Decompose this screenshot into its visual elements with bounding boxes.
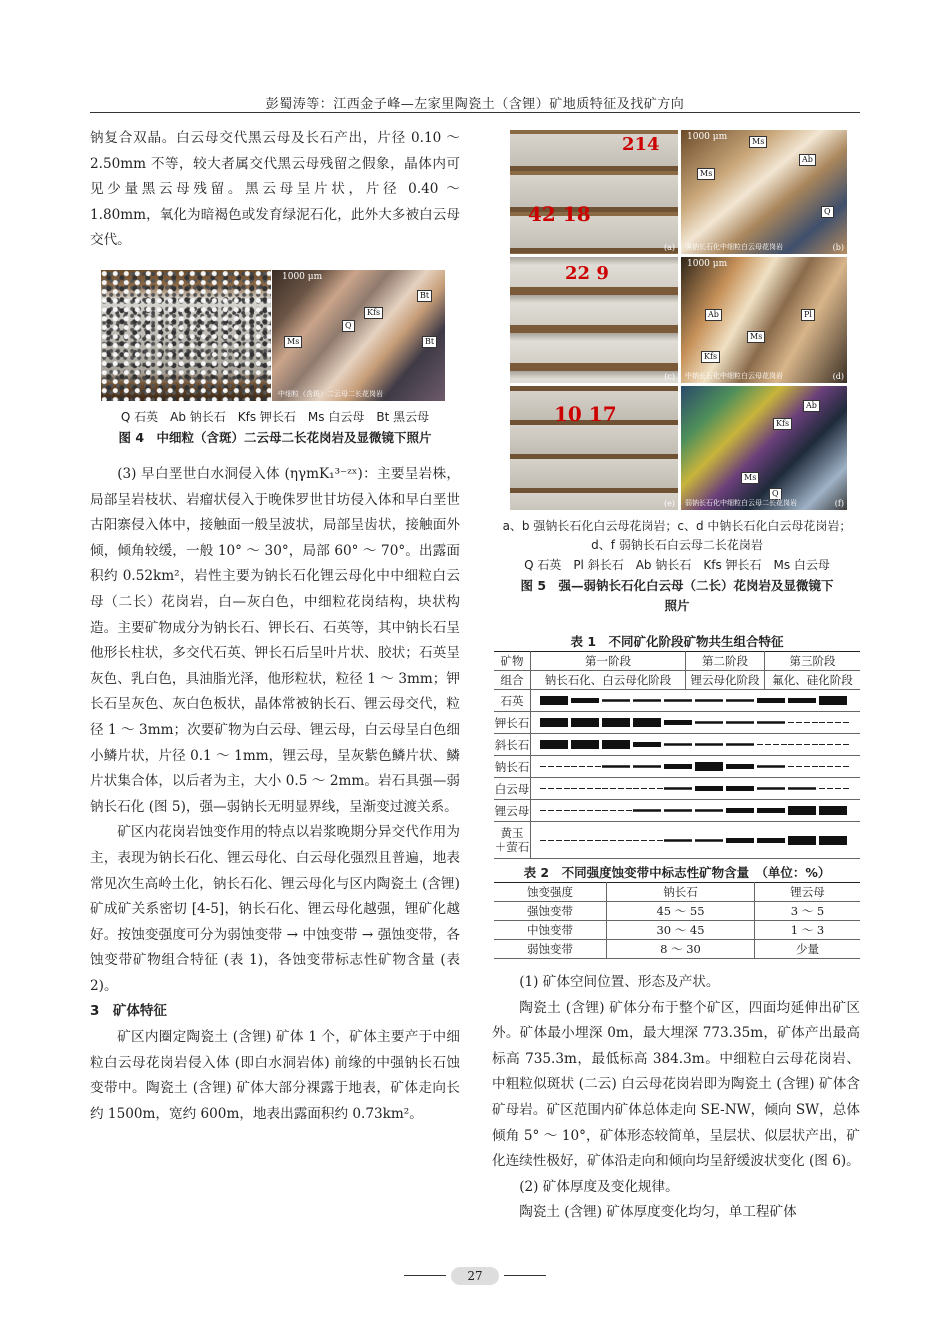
fig5-d-label-2: Pl xyxy=(801,309,815,321)
table1-dash xyxy=(618,810,624,811)
left-column-lower xyxy=(90,462,460,1127)
table1-intensity-bar xyxy=(536,690,856,708)
table2-cell: 8 ～ 30 xyxy=(607,940,755,959)
table1-mineral-name: 钠长石 xyxy=(494,756,531,778)
fig5-panel-e: (e) xyxy=(664,499,675,508)
table1-dash xyxy=(587,840,593,841)
table1-segment xyxy=(633,718,661,727)
fig5-scale-b: 1000 μm xyxy=(687,132,728,142)
table1-dash xyxy=(812,744,818,745)
table1-segment xyxy=(633,699,661,702)
table1-segment xyxy=(602,740,630,749)
table1-dash xyxy=(657,840,663,841)
table2-head-2: 钠长石 xyxy=(607,883,755,902)
table1-dash xyxy=(564,788,570,789)
table1-segment xyxy=(664,720,692,725)
table1-dash xyxy=(571,788,577,789)
table1-segment xyxy=(695,786,723,791)
table1-segment xyxy=(571,718,599,727)
section-heading-3: 3 矿体特征 xyxy=(90,1003,167,1020)
fig5-core-number-c: 22 9 xyxy=(565,263,609,284)
table2-head-1: 蚀变强度 xyxy=(494,883,607,902)
table1-dash xyxy=(835,722,841,723)
fig5-micrograph-b xyxy=(681,130,847,254)
table1-dash xyxy=(819,722,825,723)
table1-stage1: 第一阶段 xyxy=(531,652,686,671)
table1-dash xyxy=(804,744,810,745)
fig5-b-label-4: Q xyxy=(821,206,834,218)
table1-dash xyxy=(626,810,632,811)
fig4-label-bt-2: Bt xyxy=(422,336,437,348)
fig5-micrograph-d xyxy=(681,257,847,383)
fig5-d-label-4: Kfs xyxy=(701,351,720,363)
table1-dash xyxy=(571,810,577,811)
fig5-d-label-1: Ab xyxy=(705,309,722,321)
table1-dash xyxy=(556,840,562,841)
table1-segment xyxy=(757,698,785,703)
table1-segment xyxy=(757,765,785,768)
table1-dash xyxy=(819,744,825,745)
table1-segment xyxy=(602,765,630,768)
table1-segment xyxy=(695,762,723,771)
table1-segment xyxy=(726,764,754,769)
table1-segment xyxy=(819,836,847,845)
table1-intensity-bar xyxy=(536,712,856,730)
table1 xyxy=(494,651,860,859)
table1-dash xyxy=(781,744,787,745)
fig4-title: 图 4 中细粒（含斑）二云母二长花岗岩及显微镜下照片 xyxy=(118,430,432,445)
table1-dash xyxy=(633,788,639,789)
table1-dash xyxy=(633,840,639,841)
table1-dash xyxy=(548,766,554,767)
fig5-micrograph-f xyxy=(681,386,847,510)
table2-head-3: 锂云母 xyxy=(754,883,860,902)
table1-segment xyxy=(819,806,847,815)
table1-segment xyxy=(571,698,599,703)
footer-rule-left xyxy=(404,1275,446,1276)
table1-mineral-name: 黄玉 ＋萤石 xyxy=(494,822,531,859)
table1-dash xyxy=(602,788,608,789)
table1-dash xyxy=(796,766,802,767)
fig5-panel-d: (d) xyxy=(832,372,844,381)
fig5-legend-1: a、b 强钠长石化白云母花岗岩；c、d 中钠长石化白云母花岗岩； xyxy=(502,519,852,533)
fig5-b-caption: 强钠长石化中细粒白云母花岗岩 xyxy=(685,243,783,251)
table1-segment xyxy=(633,765,661,768)
left-column xyxy=(90,126,460,254)
table2 xyxy=(494,882,860,959)
table1-dash xyxy=(657,788,663,789)
table1-segment xyxy=(788,806,816,815)
table1-intensity-cell xyxy=(531,734,861,756)
table2-cell: 中蚀变带 xyxy=(494,921,607,940)
running-header: 彭蜀涛等：江西金子峰—左家里陶瓷土（含锂）矿地质特征及找矿方向 xyxy=(265,97,685,112)
table1-dash xyxy=(540,840,546,841)
table1-segment xyxy=(695,743,723,746)
table1-dash xyxy=(827,766,833,767)
table1-row xyxy=(494,822,860,859)
table1-segment xyxy=(695,809,723,812)
table1-dash xyxy=(804,766,810,767)
table1-segment xyxy=(726,699,754,702)
table1-dash xyxy=(626,788,632,789)
fig5-panel-c: (c) xyxy=(664,372,675,381)
table1-dash xyxy=(610,810,616,811)
table1-dash xyxy=(610,788,616,789)
table1-segment xyxy=(695,699,723,702)
table1-dash xyxy=(548,810,554,811)
table1-segment xyxy=(788,836,816,845)
fig4-label-bt: Bt xyxy=(417,290,432,302)
fig5-b-label-1: Ms xyxy=(749,136,767,148)
table1-segment xyxy=(819,696,847,705)
fig5-panel-b: (b) xyxy=(832,243,844,252)
table1-mineral-name: 钾长石 xyxy=(494,712,531,734)
right-paragraph-2: 陶瓷土 (含锂) 矿体分布于整个矿区，四面均延伸出矿区外。矿体最小埋深 0m，最大埋深 773.35m，矿体产出最高标高 735.3m，最低标高 384.3m。中细粒白云母花岗岩、中粗粒似斑状 (二云) 白云母花岗岩即为陶瓷土 (含锂) 矿体含矿母岩。矿区范围内矿体总体走向 SE-NW，倾向 SW，总体倾角 5° ～ 10°，矿体形态较简单，呈层状、似层状产出，矿化连续性极好，矿体沿走向和倾向均呈舒缓波状变化 (图 6)。 xyxy=(492,999,860,1170)
table1-dash xyxy=(579,788,585,789)
table2-cell: 45 ～ 55 xyxy=(607,902,755,921)
fig5-legend-3: Q 石英 Pl 斜长石 Ab 钠长石 Kfs 钾长石 Ms 白云母 xyxy=(524,558,830,572)
table1-dash xyxy=(827,744,833,745)
table1-mineral-name: 石英 xyxy=(494,690,531,712)
fig5-f-label-1: Ab xyxy=(803,400,820,412)
table2-cell: 强蚀变带 xyxy=(494,902,607,921)
fig5-core-number-e: 10 17 xyxy=(554,402,617,426)
table1-segment xyxy=(540,696,568,705)
table1-intensity-bar xyxy=(536,778,856,796)
table1-dash xyxy=(804,722,810,723)
right-paragraph-1: (1) 矿体空间位置、形态及产状。 xyxy=(519,974,720,990)
table1-mineral-name: 锂云母 xyxy=(494,800,531,822)
table1-dash xyxy=(796,744,802,745)
table1-head-col1-a: 矿物 xyxy=(494,652,531,671)
table1-segment xyxy=(633,742,661,747)
table1-dash xyxy=(556,766,562,767)
table1-dash xyxy=(765,744,771,745)
table1-dash xyxy=(587,788,593,789)
table1-dash xyxy=(579,766,585,767)
fig4-label-q: Q xyxy=(342,320,355,332)
table1-intensity-bar xyxy=(536,830,856,848)
table1-row xyxy=(494,778,860,800)
table1-segment xyxy=(540,718,568,727)
table1-row xyxy=(494,712,860,734)
page-number: 27 xyxy=(451,1267,499,1285)
left-paragraph-4: 矿区内圈定陶瓷土 (含锂) 矿体 1 个，矿体主要产于中细粒白云母花岗岩侵入体 (即白水洞岩体) 前缘的中强钠长石蚀变带中。陶瓷土 (含锂) 矿体大部分裸露于地表，矿体走向长约 1500m，宽约 600m，地表出露面积约 0.73km²。 xyxy=(90,1029,460,1122)
fig5-title-1: 图 5 强—弱钠长石化白云母（二长）花岗岩及显微镜下 xyxy=(520,578,834,593)
fig5-core-a xyxy=(510,130,678,254)
table1-intensity-cell xyxy=(531,778,861,800)
table1-segment xyxy=(602,718,630,727)
table1-dash xyxy=(827,788,833,789)
table1-segment xyxy=(757,838,785,843)
table1-dash xyxy=(548,840,554,841)
fig5-d-caption: 中钠长石化中细粒白云母花岗岩 xyxy=(685,372,783,380)
table1-dash xyxy=(571,840,577,841)
table1-dash xyxy=(835,766,841,767)
table1-dash xyxy=(602,840,608,841)
table1-row xyxy=(494,690,860,712)
table1-intensity-bar xyxy=(536,800,856,818)
table1-segment xyxy=(726,808,754,813)
table1-segment xyxy=(633,809,661,812)
table1-sub1: 钠长石化、白云母化阶段 xyxy=(531,671,686,690)
table1-title: 表 1 不同矿化阶段矿物共生组合特征 xyxy=(570,634,784,649)
table1-dash xyxy=(641,840,647,841)
table1-dash xyxy=(564,840,570,841)
table1-dash xyxy=(843,766,849,767)
table1-dash xyxy=(556,810,562,811)
table1-segment xyxy=(757,808,785,813)
table1-dash xyxy=(812,722,818,723)
table1-intensity-cell xyxy=(531,712,861,734)
table1-dash xyxy=(540,788,546,789)
table1-sub2: 锂云母化阶段 xyxy=(686,671,765,690)
table1-dash xyxy=(595,766,601,767)
table1-segment xyxy=(788,787,816,790)
page-footer xyxy=(0,1265,950,1285)
table1-intensity-cell xyxy=(531,822,861,859)
table1-dash xyxy=(626,840,632,841)
table1-segment xyxy=(757,721,785,724)
table1-dash xyxy=(788,766,794,767)
table1-segment xyxy=(726,786,754,791)
fig5-d-label-3: Ms xyxy=(747,331,765,343)
table1-intensity-bar xyxy=(536,734,856,752)
fig4-inner-caption: 中细粒（含斑）二云母二长花岗岩 xyxy=(278,390,383,398)
right-column xyxy=(492,970,860,1226)
fig5-panel-a: (a) xyxy=(663,243,675,252)
table1-dash xyxy=(641,788,647,789)
fig5-f-label-2: Kfs xyxy=(773,418,792,430)
table1-segment xyxy=(757,787,785,790)
fig5-core-number-a2: 42 18 xyxy=(528,202,591,226)
table1-segment xyxy=(788,698,816,703)
table1-intensity-cell xyxy=(531,690,861,712)
table1-dash xyxy=(788,722,794,723)
fig5-core-e xyxy=(510,386,678,510)
fig4-micrograph xyxy=(272,270,445,401)
table1-segment xyxy=(726,838,754,843)
table2-cell: 3 ～ 5 xyxy=(754,902,860,921)
table1-dash xyxy=(618,788,624,789)
table1-mineral-name: 斜长石 xyxy=(494,734,531,756)
table1-segment xyxy=(664,787,692,790)
table1-segment xyxy=(726,721,754,724)
table1-segment xyxy=(726,743,754,746)
fig5-scale-d: 1000 μm xyxy=(687,259,728,269)
table1-stage3: 第三阶段 xyxy=(765,652,861,671)
table1-dash xyxy=(548,788,554,789)
table1-dash xyxy=(610,840,616,841)
table1-dash xyxy=(819,766,825,767)
table1-segment xyxy=(664,743,692,746)
fig4-legend: Q 石英 Ab 钠长石 Kfs 钾长石 Ms 白云母 Bt 黑云母 xyxy=(120,410,430,424)
table1-dash xyxy=(843,722,849,723)
fig5-legend-2: d、f 弱钠长石白云母二长花岗岩 xyxy=(591,538,763,552)
table1-segment xyxy=(540,740,568,749)
left-paragraph-1: 钠复合双晶。白云母交代黑云母及长石产出，片径 0.10 ～ 2.50mm 不等，较大者属交代黑云母残留之假象，晶体内可见少量黑云母残留。黑云母呈片状，片径 0.40 ～ 1.80mm，氧化为暗褐色或发育绿泥石化，此外大多被白云母交代。 xyxy=(90,130,460,249)
table2-cell: 少量 xyxy=(754,940,860,959)
table1-dash xyxy=(540,810,546,811)
table2-title: 表 2 不同强度蚀变带中标志性矿物含量 （单位：%） xyxy=(523,865,831,880)
table1-segment xyxy=(664,809,692,812)
table1-dash xyxy=(579,810,585,811)
fig5-f-caption: 弱钠长石化中细粒白云母二长花岗岩 xyxy=(685,499,797,507)
footer-rule-right xyxy=(504,1275,546,1276)
table1-row xyxy=(494,800,860,822)
table1-mineral-name: 白云母 xyxy=(494,778,531,800)
table1-dash xyxy=(571,766,577,767)
table1-dash xyxy=(595,810,601,811)
table1-dash xyxy=(564,766,570,767)
table1-dash xyxy=(587,810,593,811)
table1-sub3: 氟化、硅化阶段 xyxy=(765,671,861,690)
right-paragraph-3: (2) 矿体厚度及变化规律。 xyxy=(519,1178,679,1195)
table1-dash xyxy=(587,766,593,767)
table1-segment xyxy=(571,740,599,749)
table1-dash xyxy=(540,766,546,767)
table1-segment xyxy=(664,764,692,769)
fig5-core-c xyxy=(510,257,678,383)
fig5-panel-f: (f) xyxy=(834,499,844,508)
table1-dash xyxy=(843,744,849,745)
fig5-b-label-2: Ab xyxy=(799,154,816,166)
table1-head-col1-b: 组合 xyxy=(494,671,531,690)
fig4-label-ms: Ms xyxy=(284,336,302,348)
table1-dash xyxy=(579,840,585,841)
fig5-b-label-3: Ms xyxy=(697,168,715,180)
right-paragraph-4: 陶瓷土 (含锂) 矿体厚度变化均匀，单工程矿体 xyxy=(519,1204,797,1221)
table1-dash xyxy=(796,722,802,723)
table1-segment xyxy=(695,839,723,842)
table1-stage2: 第二阶段 xyxy=(686,652,765,671)
table1-dash xyxy=(843,788,849,789)
table1-dash xyxy=(827,722,833,723)
table1-dash xyxy=(757,744,763,745)
table1-segment xyxy=(664,699,692,702)
fig5-f-label-4: Q xyxy=(769,488,782,500)
table2-cell: 1 ～ 3 xyxy=(754,921,860,940)
table1-intensity-cell xyxy=(531,756,861,778)
table1-dash xyxy=(556,788,562,789)
table1-dash xyxy=(835,744,841,745)
table1-dash xyxy=(595,788,601,789)
table1-dash xyxy=(649,788,655,789)
header-rule xyxy=(90,112,860,113)
fig4-label-kfs: Kfs xyxy=(364,307,383,319)
fig4-scale-text: 1000 μm xyxy=(282,272,323,282)
table1-intensity-cell xyxy=(531,800,861,822)
table2-cell: 30 ～ 45 xyxy=(607,921,755,940)
table1-segment xyxy=(695,721,723,724)
table1-segment xyxy=(664,839,692,842)
table1-dash xyxy=(595,840,601,841)
table1-row xyxy=(494,756,860,778)
table2-cell: 弱蚀变带 xyxy=(494,940,607,959)
table1-dash xyxy=(564,810,570,811)
table1-segment xyxy=(602,699,630,702)
table1-dash xyxy=(618,840,624,841)
fig4-core-photo xyxy=(101,270,271,401)
fig5-title-2: 照片 xyxy=(664,598,690,613)
left-paragraph-3: 矿区内花岗岩蚀变作用的特点以岩浆晚期分异交代作用为主，表现为钠长石化、锂云母化、白云母化强烈且普遍，地表常见次生高岭土化，钠长石化、锂云母化与区内陶瓷土 (含锂) 矿成矿关系密切 [4-5]，钠长石化、锂云母化越强，锂矿化越好。按蚀变强度可分为弱蚀变带 → 中蚀变带 → 强蚀变带，各蚀变带矿物组合特征 (表 1)，各蚀变带标志性矿物含量 (表 2)。 xyxy=(90,824,460,994)
fig5-core-number-a1: 214 xyxy=(622,134,660,155)
table1-dash xyxy=(773,744,779,745)
table1-row xyxy=(494,734,860,756)
table1-dash xyxy=(649,840,655,841)
left-paragraph-2: (3) 早白垩世白水洞侵入体 (ηγmK₁³⁻ᶻˣ)：主要呈岩株，局部呈岩枝状、岩瘤状侵入于晚侏罗世甘坊侵入体和早白垩世古阳寨侵入体中，接触面一般呈波状，局部呈齿状，接触面外倾，倾角较缓，一般 10° ～ 30°，局部 60° ～ 70°。出露面积约 0.52km²，岩性主要为钠长石化锂云母化中中细粒白云母（二长）花岗岩，白—灰白色，中细粒花岗结构，块状构造。主要矿物成分为钠长石、钾长石、石英等，其中钠长石呈他形长柱状，多交代石英、钾长石后呈叶片状、胶状；石英呈灰色、乳白色，具油脂光泽，他形粒状，粒径 1 ～ 3mm；钾长石呈灰色、灰白色板状，晶体常被钠长石、锂云母交代，粒径 1 ～ 3mm；次要矿物为白云母、锂云母，白云母呈白色细小鳞片状，片径 0.1 ～ 1mm，锂云母，呈灰紫色鳞片状、鳞片状集合体，以后者为主，大小 0.5 ～ 2mm。岩石具强—弱钠长石化 (图 5)，强—弱钠长无明显界线，呈渐变过渡关系。 xyxy=(90,466,460,815)
table1-dash xyxy=(812,766,818,767)
table1-dash xyxy=(788,744,794,745)
table1-dash xyxy=(602,810,608,811)
fig5-f-label-3: Ms xyxy=(741,472,759,484)
table1-dash xyxy=(819,788,825,789)
table1-intensity-bar xyxy=(536,756,856,774)
table1-dash xyxy=(835,788,841,789)
